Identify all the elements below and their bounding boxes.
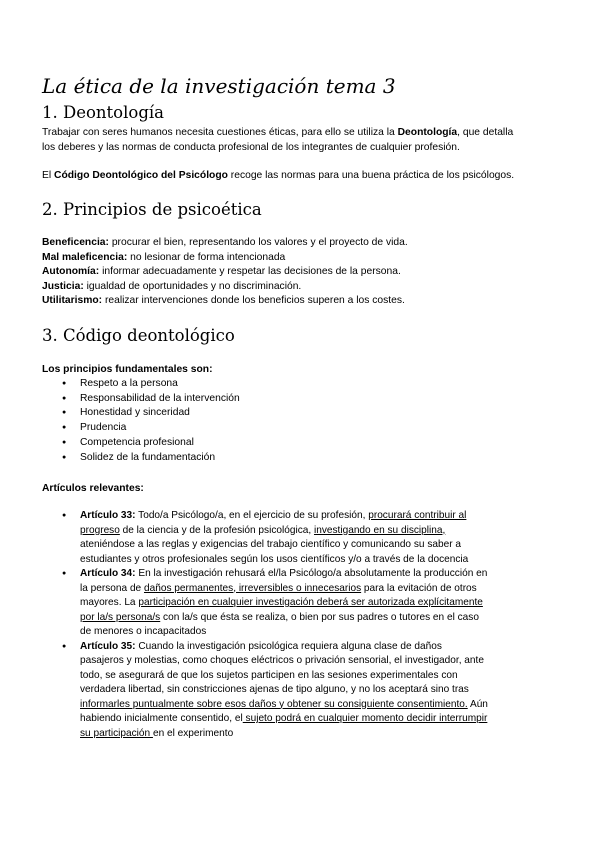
section-2-heading: 2. Principios de psicoética <box>42 200 262 219</box>
principles-psicoetica-list <box>42 236 562 309</box>
section-1-heading: 1. Deontología <box>42 103 164 122</box>
article-33: ● Artículo 33: Todo/a Psicólogo/a, en el ejercicio de su profesión, procurará contribuir al progreso de la ciencia y de la profesión psicológica, investigando en su disciplina, ateniéndose a las reglas y exigencias del trabajo científico y comunicando su saber a estudiantes y otros profesionales según los usos científicos y/o a través de la docencia <box>62 509 562 567</box>
articles-list <box>62 509 562 741</box>
article-35: ● Artículo 35: Cuando la investigación psicológica requiera alguna clase de daños pasajeros y molestias, como choques eléctricos o privación sensorial, el investigador, ante todo, se asegurará de que los sujetos participen en las sesiones experimentales con verdadera libertad, sin constricciones ajenas de tipo alguno, y no los aceptará sino tras informarles puntualmente sobre esos daños y obtener su consiguiente consentimiento. Aún habiendo inicialmente consentido, el sujeto podrá en cualquier momento decidir interrumpir su participación en el experimento <box>62 640 562 742</box>
section-3-heading: 3. Código deontológico <box>42 326 235 345</box>
principle-autonomia: Autonomía: informar adecuadamente y respetar las decisiones de la persona. <box>42 266 401 278</box>
article-34: ● Artículo 34: En la investigación rehusará el/la Psicólogo/a absolutamente la producción en la persona de daños permanentes, irreversibles o innecesarios para la evitación de otros mayores. La participación en cualquier investigación deberá ser autorizada explícitamente por la/s persona/s con la/s que ésta se realiza, o bien por sus padres o tutores en el caso de menores o incapacitados <box>62 567 562 640</box>
list-item: ● Prudencia <box>62 421 462 436</box>
list-item: ● Respeto a la persona <box>62 377 462 392</box>
principles-list <box>62 377 462 465</box>
principle-beneficencia: Beneficencia: procurar el bien, representando los valores y el proyecto de vida. <box>42 237 408 248</box>
codigo-term: Código Deontológico del Psicólogo <box>54 170 228 181</box>
list-item: ● Honestidad y sinceridad <box>62 406 462 421</box>
list-item: ● Competencia profesional <box>62 436 462 451</box>
section-1-paragraph-1: Trabajar con seres humanos necesita cuestiones éticas, para ello se utiliza la Deontología, que detalla los deberes y las normas de conducta profesional de los integrantes de cualquier profesión. <box>42 127 514 153</box>
list-item: ● Solidez de la fundamentación <box>62 451 462 466</box>
principle-justicia: Justicia: igualdad de oportunidades y no discriminación. <box>42 280 302 292</box>
principles-title: Los principios fundamentales son: <box>42 364 213 375</box>
principle-maleficencia: Mal maleficencia: no lesionar de forma intencionada <box>42 251 286 263</box>
articles-title: Artículos relevantes: <box>42 483 144 494</box>
deontologia-term: Deontología <box>397 127 458 138</box>
principle-utilitarismo: Utilitarismo: realizar intervenciones donde los beneficios superen a los costes. <box>42 295 405 307</box>
section-1-paragraph-2: El Código Deontológico del Psicólogo recoge las normas para una buena práctica de los psicólogos. <box>42 170 515 181</box>
document-title: La ética de la investigación tema 3 <box>42 74 396 98</box>
list-item: ● Responsabilidad de la intervención <box>62 392 462 407</box>
